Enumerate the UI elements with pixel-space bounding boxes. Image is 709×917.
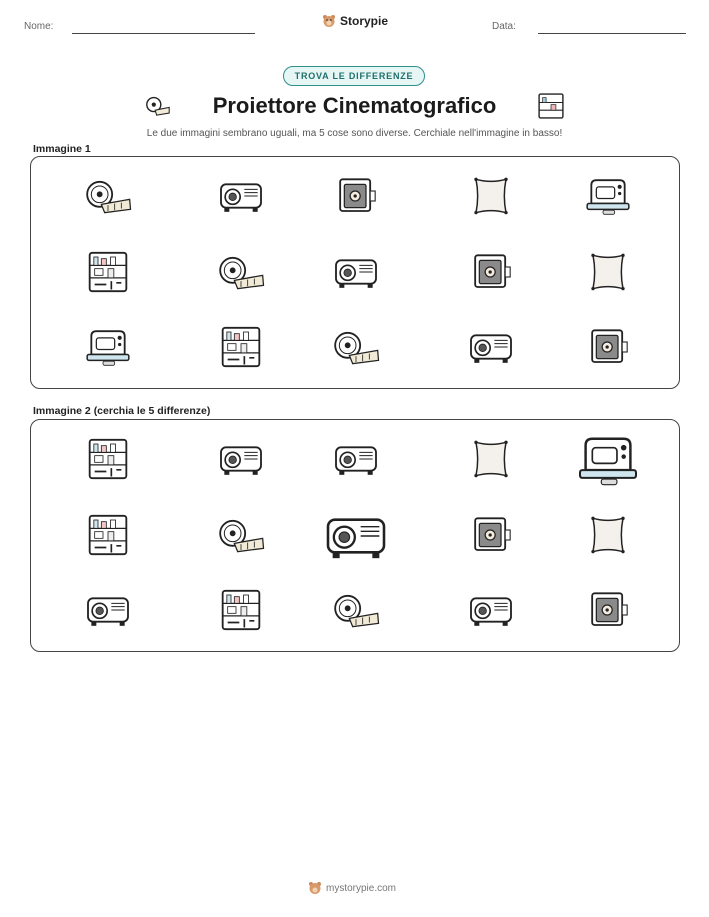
screen-icon[interactable]	[583, 251, 633, 293]
safe-icon[interactable]	[466, 514, 516, 556]
date-label: Data:	[492, 21, 516, 32]
projector-icon[interactable]	[216, 175, 266, 217]
brand-logo	[322, 14, 388, 28]
film-reel-icon[interactable]	[331, 326, 381, 368]
footer-url[interactable]: mystorypie.com	[326, 882, 397, 894]
page-title: Proiettore Cinematografico	[212, 93, 497, 118]
name-line[interactable]	[72, 33, 255, 34]
projector-icon[interactable]	[466, 326, 516, 368]
sewing-machine-icon[interactable]	[83, 326, 133, 368]
toolboard-icon[interactable]	[216, 589, 266, 631]
screen-icon[interactable]	[583, 514, 633, 556]
date-line[interactable]	[538, 33, 686, 34]
toolboard-icon	[537, 92, 565, 120]
bear-icon	[308, 881, 322, 895]
sewing-machine-icon[interactable]	[573, 432, 643, 488]
safe-icon[interactable]	[583, 326, 633, 368]
film-reel-icon[interactable]	[83, 175, 133, 217]
projector-icon[interactable]	[83, 589, 133, 631]
image1-label: Immagine 1	[33, 143, 91, 155]
image1-panel[interactable]	[30, 156, 680, 389]
film-reel-icon[interactable]	[216, 251, 266, 293]
instructions: Le due immagini sembrano uguali, ma 5 cose sono diverse. Cerchiale nell'immagine in basso!	[146, 128, 563, 139]
film-reel-icon[interactable]	[331, 589, 381, 631]
projector-icon[interactable]	[331, 438, 381, 480]
bear-icon	[322, 14, 336, 28]
toolboard-icon[interactable]	[83, 514, 133, 556]
projector-icon[interactable]	[321, 508, 391, 564]
toolboard-icon[interactable]	[83, 251, 133, 293]
footer	[308, 881, 396, 895]
toolboard-icon[interactable]	[83, 438, 133, 480]
sewing-machine-icon[interactable]	[583, 175, 633, 217]
screen-icon[interactable]	[466, 175, 516, 217]
name-label: Nome:	[24, 21, 54, 32]
film-reel-icon[interactable]	[216, 514, 266, 556]
safe-icon[interactable]	[583, 589, 633, 631]
projector-icon[interactable]	[466, 589, 516, 631]
projector-icon[interactable]	[216, 438, 266, 480]
safe-icon[interactable]	[331, 175, 381, 217]
safe-icon[interactable]	[466, 251, 516, 293]
screen-icon[interactable]	[466, 438, 516, 480]
toolboard-icon[interactable]	[216, 326, 266, 368]
activity-badge: TROVA LE DIFFERENZE	[283, 66, 425, 86]
image2-panel[interactable]	[30, 419, 680, 652]
image2-label: Immagine 2 (cerchia le 5 differenze)	[33, 405, 211, 417]
brand-name: Storypie	[340, 14, 389, 28]
projector-icon[interactable]	[331, 251, 381, 293]
